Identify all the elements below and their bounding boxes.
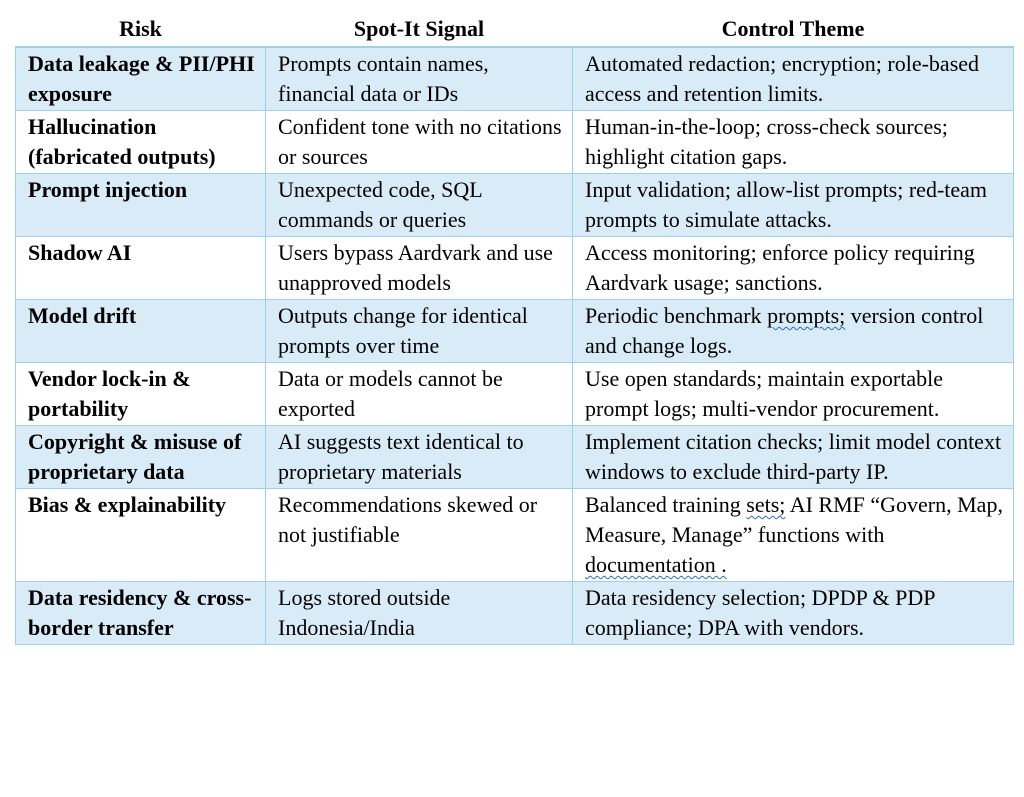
table-row [16, 363, 1014, 426]
control-cell: Access monitoring; enforce policy requiring Aardvark usage; sanctions. [573, 237, 1014, 300]
signal-cell: Logs stored outside Indonesia/India [266, 582, 573, 645]
spellcheck-flag[interactable]: prompts; [767, 303, 846, 328]
table-row [16, 237, 1014, 300]
risk-cell: Prompt injection [16, 174, 266, 237]
risk-cell: Shadow AI [16, 237, 266, 300]
signal-cell: Unexpected code, SQL commands or queries [266, 174, 573, 237]
signal-cell: Recommendations skewed or not justifiable [266, 489, 573, 582]
header-risk: Risk [16, 12, 266, 47]
table-row [16, 47, 1014, 111]
control-cell: Use open standards; maintain exportable prompt logs; multi-vendor procurement. [573, 363, 1014, 426]
signal-cell: Confident tone with no citations or sources [266, 111, 573, 174]
risk-control-table [15, 12, 1014, 645]
risk-cell: Vendor lock-in & portability [16, 363, 266, 426]
control-cell: Automated redaction; encryption; role-based access and retention limits. [573, 47, 1014, 111]
control-cell: Human-in-the-loop; cross-check sources; highlight citation gaps. [573, 111, 1014, 174]
risk-cell: Copyright & misuse of proprietary data [16, 426, 266, 489]
signal-cell: Prompts contain names, financial data or IDs [266, 47, 573, 111]
risk-cell: Model drift [16, 300, 266, 363]
signal-cell: AI suggests text identical to proprietary materials [266, 426, 573, 489]
control-text: Periodic benchmark [585, 303, 768, 328]
header-signal: Spot-It Signal [266, 12, 573, 47]
control-cell [573, 300, 1014, 363]
spellcheck-flag[interactable]: documentation . [585, 552, 727, 577]
signal-cell: Outputs change for identical prompts over time [266, 300, 573, 363]
risk-cell: Bias & explainability [16, 489, 266, 582]
header-control: Control Theme [573, 12, 1014, 47]
spellcheck-flag[interactable]: sets; [746, 492, 786, 517]
table-row [16, 582, 1014, 645]
table-row [16, 489, 1014, 582]
risk-cell: Data leakage & PII/PHI exposure [16, 47, 266, 111]
risk-cell: Hallucination (fabricated outputs) [16, 111, 266, 174]
header-row [16, 12, 1014, 47]
control-cell [573, 489, 1014, 582]
control-cell: Input validation; allow-list prompts; red-team prompts to simulate attacks. [573, 174, 1014, 237]
control-cell: Data residency selection; DPDP & PDP compliance; DPA with vendors. [573, 582, 1014, 645]
risk-cell: Data residency & cross-border transfer [16, 582, 266, 645]
table-row [16, 111, 1014, 174]
table-row [16, 174, 1014, 237]
table-row [16, 426, 1014, 489]
control-text: Balanced training [585, 492, 747, 517]
signal-cell: Users bypass Aardvark and use unapproved models [266, 237, 573, 300]
control-text: version control and change logs. [585, 303, 984, 358]
signal-cell: Data or models cannot be exported [266, 363, 573, 426]
control-text: AI RMF “Govern, Map, Measure, Manage” functions with [585, 492, 1003, 547]
control-cell: Implement citation checks; limit model context windows to exclude third-party IP. [573, 426, 1014, 489]
table-row [16, 300, 1014, 363]
